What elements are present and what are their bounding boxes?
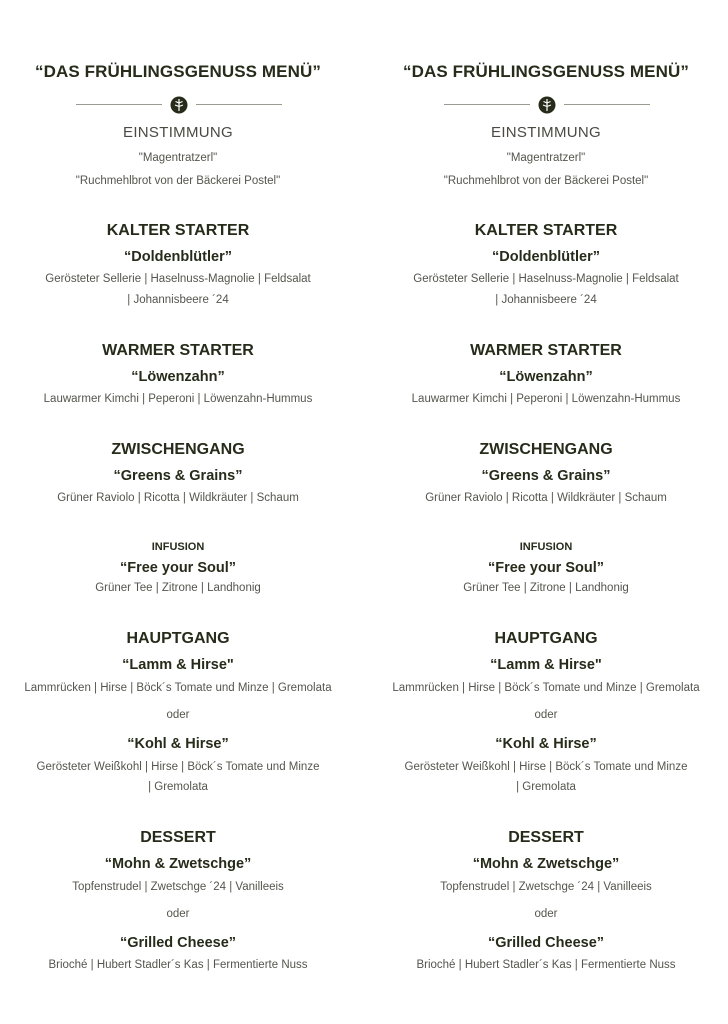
divider-rule <box>564 104 650 105</box>
warmer-starter-dish: “Löwenzahn” <box>499 369 593 385</box>
zwischengang-desc: Grüner Raviolo | Ricotta | Wildkräuter | Schaum <box>57 492 299 504</box>
kalter-starter-dish: “Doldenblütler” <box>124 249 232 265</box>
kalter-starter-desc-1: Gerösteter Sellerie | Haselnuss-Magnolie | Feldsalat <box>45 273 311 285</box>
zwischengang-heading: ZWISCHENGANG <box>111 441 245 458</box>
einstimmung-line-2: "Ruchmehlbrot von der Bäckerei Postel" <box>443 175 649 187</box>
infusion-desc: Grüner Tee | Zitrone | Landhonig <box>463 582 629 594</box>
dessert-desc-2: Brioché | Hubert Stadler´s Kas | Fermentierte Nuss <box>416 959 676 971</box>
warmer-starter-desc: Lauwarmer Kimchi | Peperoni | Löwenzahn-Hummus <box>43 393 313 405</box>
infusion-heading: INFUSION <box>151 541 205 553</box>
einstimmung-line-2: "Ruchmehlbrot von der Bäckerei Postel" <box>75 175 281 187</box>
dessert-desc-1: Topfenstrudel | Zwetschge ´24 | Vanilleeis <box>72 881 284 893</box>
einstimmung-line-1: "Magentratzerl" <box>138 152 218 164</box>
hauptgang-desc-2b: | Gremolata <box>516 781 576 793</box>
dessert-dish-2: “Grilled Cheese” <box>119 935 237 951</box>
einstimmung-heading: EINSTIMMUNG <box>123 124 233 141</box>
kalter-starter-desc-2: | Johannisbeere ´24 <box>127 294 229 306</box>
einstimmung-heading: EINSTIMMUNG <box>491 124 601 141</box>
dessert-dish-1: “Mohn & Zwetschge” <box>104 856 252 872</box>
infusion-dish: “Free your Soul” <box>487 560 605 576</box>
menu-title: “DAS FRÜHLINGSGENUSS MENÜ” <box>403 62 689 81</box>
divider-rule <box>76 104 162 105</box>
warmer-starter-heading: WARMER STARTER <box>470 342 622 359</box>
warmer-starter-heading: WARMER STARTER <box>102 342 254 359</box>
kalter-starter-dish: “Doldenblütler” <box>492 249 600 265</box>
hauptgang-oder: oder <box>166 709 190 721</box>
hauptgang-oder: oder <box>534 709 558 721</box>
dessert-dish-1: “Mohn & Zwetschge” <box>472 856 620 872</box>
hauptgang-heading: HAUPTGANG <box>494 630 598 647</box>
kalter-starter-desc-2: | Johannisbeere ´24 <box>495 294 597 306</box>
einstimmung-line-1: "Magentratzerl" <box>506 152 586 164</box>
menu-column-left <box>2 0 354 1024</box>
leaf-emblem-icon <box>538 96 556 114</box>
warmer-starter-dish: “Löwenzahn” <box>131 369 225 385</box>
menu-column-right <box>370 0 722 1024</box>
zwischengang-heading: ZWISCHENGANG <box>479 441 613 458</box>
dessert-heading: DESSERT <box>508 829 584 846</box>
hauptgang-heading: HAUPTGANG <box>126 630 230 647</box>
zwischengang-desc: Grüner Raviolo | Ricotta | Wildkräuter | Schaum <box>425 492 667 504</box>
hauptgang-desc-1: Lammrücken | Hirse | Böck´s Tomate und Minze | Gremolata <box>392 682 700 694</box>
hauptgang-dish-2: “Kohl & Hirse” <box>127 736 229 752</box>
hauptgang-desc-2a: Gerösteter Weißkohl | Hirse | Böck´s Tomate und Minze <box>404 761 688 773</box>
infusion-desc: Grüner Tee | Zitrone | Landhonig <box>95 582 261 594</box>
warmer-starter-desc: Lauwarmer Kimchi | Peperoni | Löwenzahn-Hummus <box>411 393 681 405</box>
kalter-starter-desc-1: Gerösteter Sellerie | Haselnuss-Magnolie | Feldsalat <box>413 273 679 285</box>
title-divider <box>2 95 354 115</box>
leaf-emblem-icon <box>170 96 188 114</box>
hauptgang-dish-1: “Lamm & Hirse" <box>490 657 602 673</box>
infusion-heading: INFUSION <box>519 541 573 553</box>
hauptgang-dish-1: “Lamm & Hirse" <box>122 657 234 673</box>
hauptgang-desc-2b: | Gremolata <box>148 781 208 793</box>
dessert-dish-2: “Grilled Cheese” <box>487 935 605 951</box>
zwischengang-dish: “Greens & Grains” <box>481 468 611 484</box>
infusion-dish: “Free your Soul” <box>119 560 237 576</box>
dessert-desc-2: Brioché | Hubert Stadler´s Kas | Fermentierte Nuss <box>48 959 308 971</box>
dessert-heading: DESSERT <box>140 829 216 846</box>
divider-rule <box>444 104 530 105</box>
dessert-oder: oder <box>166 908 190 920</box>
dessert-oder: oder <box>534 908 558 920</box>
hauptgang-desc-2a: Gerösteter Weißkohl | Hirse | Böck´s Tomate und Minze <box>36 761 320 773</box>
kalter-starter-heading: KALTER STARTER <box>106 222 250 239</box>
zwischengang-dish: “Greens & Grains” <box>113 468 243 484</box>
hauptgang-dish-2: “Kohl & Hirse” <box>495 736 597 752</box>
menu-title: “DAS FRÜHLINGSGENUSS MENÜ” <box>35 62 321 81</box>
kalter-starter-heading: KALTER STARTER <box>474 222 618 239</box>
hauptgang-desc-1: Lammrücken | Hirse | Böck´s Tomate und Minze | Gremolata <box>24 682 332 694</box>
divider-rule <box>196 104 282 105</box>
dessert-desc-1: Topfenstrudel | Zwetschge ´24 | Vanilleeis <box>440 881 652 893</box>
title-divider <box>370 95 722 115</box>
